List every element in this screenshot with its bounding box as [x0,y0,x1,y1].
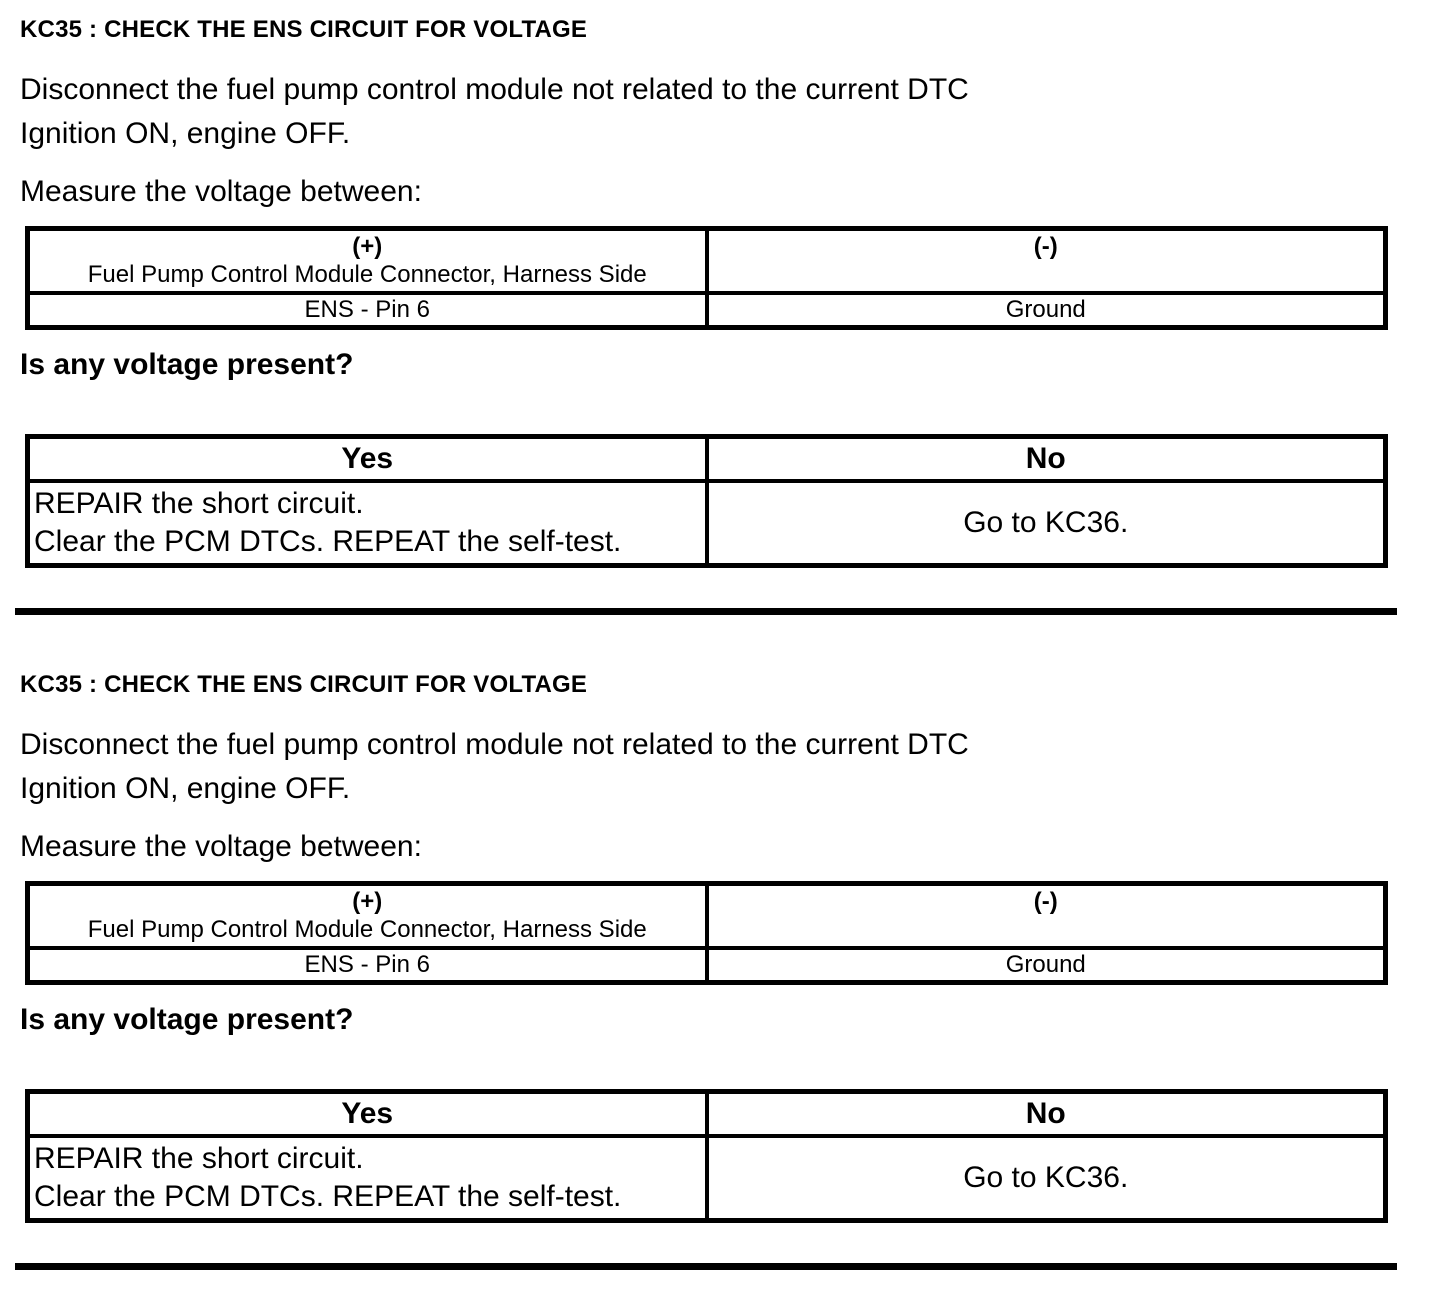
yes-action [28,481,707,566]
negative-probe-header [707,229,1386,294]
yes-action-line: Clear the PCM DTCs. REPEAT the self-test. [34,1180,622,1213]
instruction-line: Disconnect the fuel pump control module not related to the current DTC [20,728,969,761]
decision-table [25,434,1388,568]
measurement-header-row [28,884,1386,949]
step-title: KC35 : CHECK THE ENS CIRCUIT FOR VOLTAGE [20,16,588,43]
section-divider [15,1263,1397,1270]
negative-probe-point: Ground [707,293,1386,328]
positive-probe-point: ENS - Pin 6 [28,293,707,328]
step-title: KC35 : CHECK THE ENS CIRCUIT FOR VOLTAGE [20,671,588,698]
decision-action-row [28,1136,1386,1221]
negative-symbol: (-) [1033,233,1058,260]
decision-header-row [28,437,1386,482]
measurement-table [25,881,1388,985]
no-header: No [707,437,1386,482]
yes-action-line: Clear the PCM DTCs. REPEAT the self-test. [34,525,622,558]
decision-question: Is any voltage present? [20,348,354,381]
yes-action-line: REPAIR the short circuit. [34,487,364,520]
no-action: Go to KC36. [707,481,1386,566]
positive-header-text: Fuel Pump Control Module Connector, Harness Side [87,261,647,288]
decision-header-row [28,1092,1386,1137]
no-header: No [707,1092,1386,1137]
yes-header: Yes [28,1092,707,1137]
positive-symbol: (+) [352,233,383,260]
negative-probe-header [707,884,1386,949]
positive-probe-header [28,229,707,294]
measurement-value-row [28,293,1386,328]
yes-header: Yes [28,437,707,482]
decision-action-row [28,481,1386,566]
measure-instruction: Measure the voltage between: [20,175,422,208]
instruction-line: Ignition ON, engine OFF. [20,772,351,805]
negative-symbol: (-) [1033,888,1058,915]
section-divider [15,608,1397,615]
test-step-section [20,671,1420,1270]
test-step-section [20,16,1420,615]
decision-question: Is any voltage present? [20,1003,354,1036]
positive-symbol: (+) [352,888,383,915]
decision-table [25,1089,1388,1223]
measure-instruction: Measure the voltage between: [20,830,422,863]
yes-action [28,1136,707,1221]
measurement-value-row [28,948,1386,983]
positive-header-text: Fuel Pump Control Module Connector, Harness Side [87,916,647,943]
instruction-line: Disconnect the fuel pump control module not related to the current DTC [20,73,969,106]
yes-action-line: REPAIR the short circuit. [34,1142,364,1175]
positive-probe-point: ENS - Pin 6 [28,948,707,983]
positive-probe-header [28,884,707,949]
measurement-header-row [28,229,1386,294]
negative-probe-point: Ground [707,948,1386,983]
measurement-table [25,226,1388,330]
no-action: Go to KC36. [707,1136,1386,1221]
instruction-line: Ignition ON, engine OFF. [20,117,351,150]
